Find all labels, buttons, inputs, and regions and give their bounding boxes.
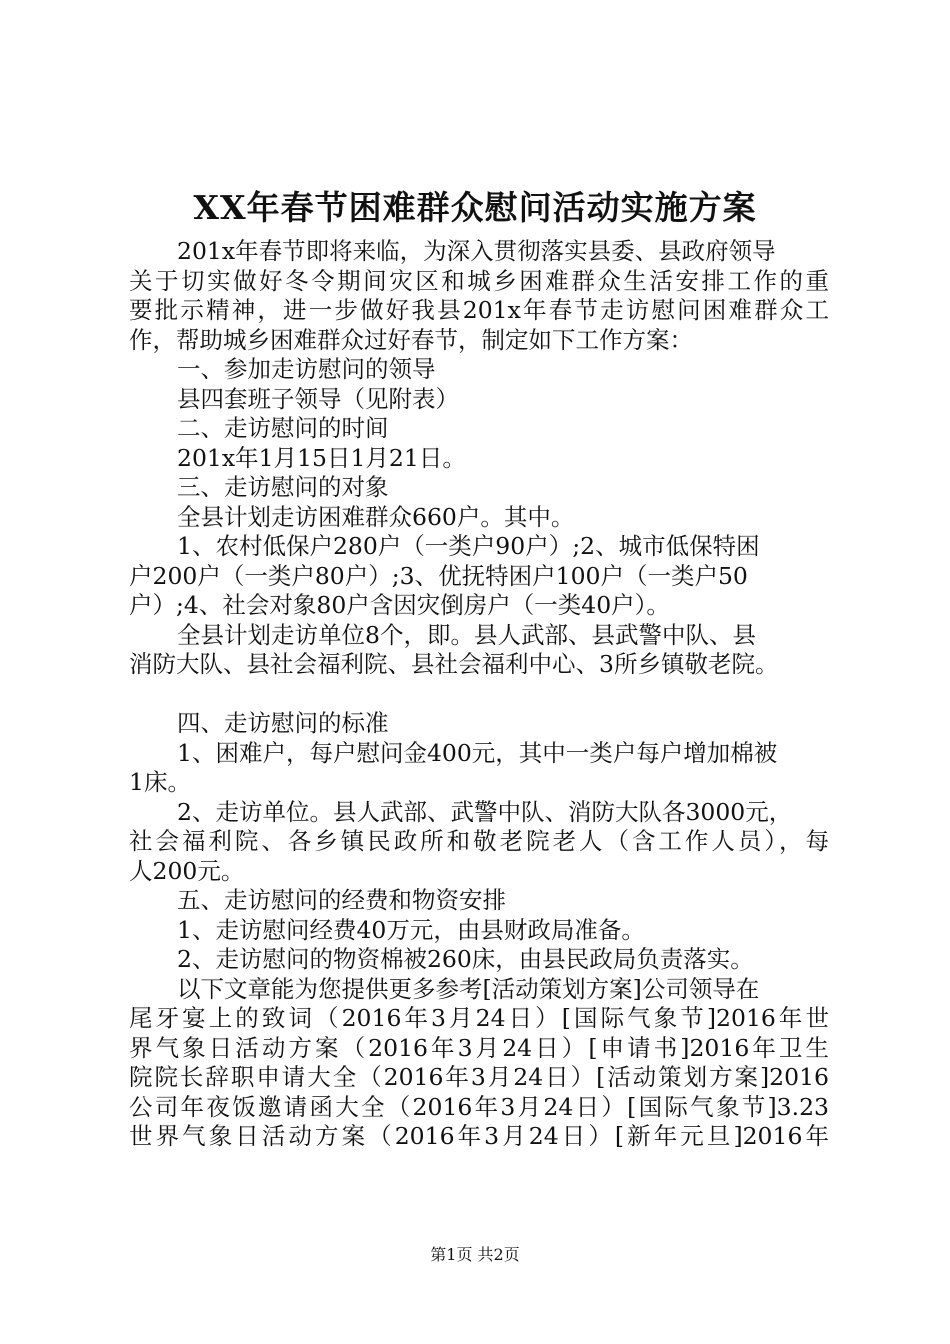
paragraph-line: 关于切实做好冬令期间灾区和城乡困难群众生活安排工作的重 (129, 266, 829, 295)
paragraph-line: 院院长辞职申请大全（2016年3月24日）[活动策划方案]2016 (129, 1063, 829, 1091)
paragraph-line: 全县计划走访单位8个，即。县人武部、县武警中队、县 (177, 620, 756, 649)
paragraph-line: 消防大队、县社会福利院、县社会福利中心、3所乡镇敬老院。 (129, 650, 779, 678)
section-heading: 一、参加走访慰问的领导 (177, 355, 436, 383)
paragraph-line: 以下文章能为您提供更多参考[活动策划方案]公司领导在 (177, 974, 760, 1003)
paragraph-line: 作，帮助城乡困难群众过好春节，制定如下工作方案： (129, 325, 693, 354)
paragraph-line: 要批示精神，进一步做好我县201x年春节走访慰问困难群众工 (129, 296, 829, 324)
paragraph-line: 2、走访慰问的物资棉被260床，由县民政局负责落实。 (177, 945, 754, 973)
paragraph-line: 尾牙宴上的致词（2016年3月24日）[国际气象节]2016年世 (129, 1004, 829, 1032)
paragraph-line: 1、农村低保户280户（一类户90户）;2、城市低保特困 (177, 532, 760, 560)
paragraph-line: 1床。 (129, 768, 191, 796)
paragraph-line: 世界气象日活动方案（2016年3月24日）[新年元旦]2016年 (129, 1122, 829, 1150)
paragraph-line: 全县计划走访困难群众660户。其中。 (177, 502, 575, 531)
page-number-footer: 第1页 共2页 (430, 1245, 520, 1264)
document-body (129, 237, 829, 1152)
paragraph-line: 户200户（一类户80户）;3、优抚特困户100户（一类户50 (129, 561, 748, 590)
section-heading: 五、走访慰问的经费和物资安排 (177, 886, 506, 914)
paragraph-line: 201x年1月15日1月21日。 (177, 443, 466, 472)
paragraph-line: 1、困难户，每户慰问金400元，其中一类户每户增加棉被 (177, 738, 778, 767)
paragraph-line: 县四套班子领导（见附表） (177, 384, 459, 413)
paragraph-line: 人200元。 (129, 856, 245, 885)
paragraph-line: 社会福利院、各乡镇民政所和敬老院老人（含工作人员），每 (129, 827, 829, 855)
paragraph-line: 户）;4、社会对象80户含因灾倒房户（一类40户）。 (129, 591, 670, 619)
section-heading: 四、走访慰问的标准 (177, 709, 389, 737)
paragraph-line: 公司年夜饭邀请函大全（2016年3月24日）[国际气象节]3.23 (129, 1092, 829, 1121)
paragraph-line: 界气象日活动方案（2016年3月24日）[申请书]2016年卫生 (129, 1033, 829, 1062)
paragraph-line: 2、走访单位。县人武部、武警中队、消防大队各3000元， (177, 797, 793, 826)
section-heading: 二、走访慰问的时间 (177, 414, 389, 442)
blank-line (129, 680, 829, 710)
paragraph-line: 201x年春节即将来临，为深入贯彻落实县委、县政府领导 (177, 237, 776, 265)
section-heading: 三、走访慰问的对象 (177, 473, 389, 501)
paragraph-line: 1、走访慰问经费40万元，由县财政局准备。 (177, 915, 645, 944)
document-title: XX年春节困难群众慰问活动实施方案 (193, 188, 757, 227)
